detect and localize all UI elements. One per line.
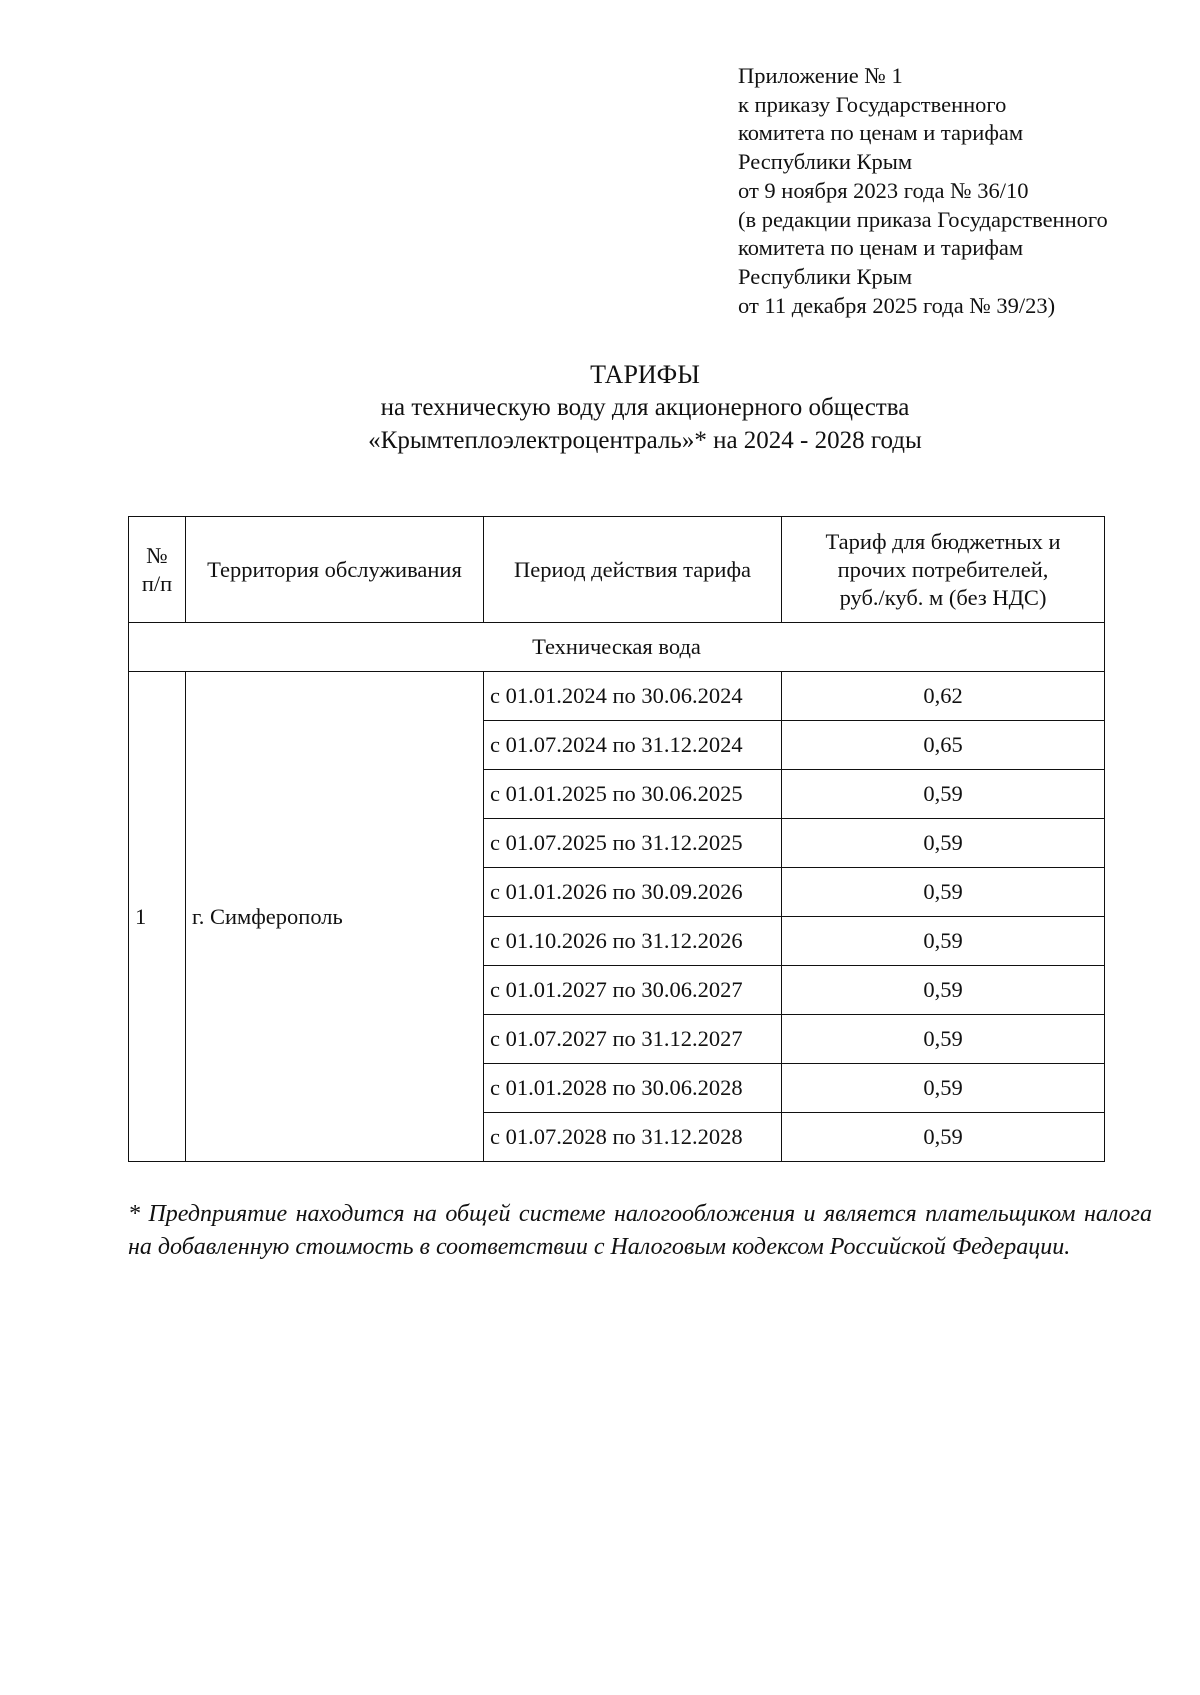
- tax-footnote: * Предприятие находится на общей системе налогообложения и является плательщиком налога на добавленную стоимость в соответствии с Налоговым кодексом Российской Федерации.: [128, 1201, 1152, 1260]
- period-cell: с 01.07.2025 по 31.12.2025: [484, 819, 782, 868]
- section-label: Техническая вода: [129, 623, 1105, 672]
- appendix-line: от 11 декабря 2025 года № 39/23): [738, 292, 1056, 318]
- header-tariff-line: Тариф для бюджетных и: [825, 528, 1061, 554]
- appendix-line: к приказу Государственного: [738, 91, 1007, 117]
- title-subtitle-line1: на техническую воду для акционерного общества: [380, 394, 910, 421]
- period-cell: с 01.07.2027 по 31.12.2027: [484, 1015, 782, 1064]
- territory-cell: г. Симферополь: [186, 672, 484, 1162]
- period-cell: с 01.07.2028 по 31.12.2028: [484, 1113, 782, 1162]
- document-title: [0, 358, 1200, 457]
- table-row: [129, 672, 1105, 721]
- tariff-cell: 0,59: [782, 868, 1105, 917]
- tariff-cell: 0,59: [782, 1064, 1105, 1113]
- tariff-table: [128, 516, 1105, 1162]
- tariff-cell: 0,65: [782, 721, 1105, 770]
- tariff-cell: 0,59: [782, 1015, 1105, 1064]
- appendix-line: Республики Крым: [738, 149, 913, 175]
- appendix-line: (в редакции приказа Государственного: [738, 206, 1108, 232]
- row-number: 1: [129, 672, 186, 1162]
- header-period: Период действия тарифа: [484, 517, 782, 623]
- appendix-line: комитета по ценам и тарифам: [738, 120, 1024, 146]
- appendix-line: Республики Крым: [738, 263, 913, 289]
- period-cell: с 01.01.2026 по 30.09.2026: [484, 868, 782, 917]
- appendix-line: Приложение № 1: [738, 63, 903, 88]
- header-number-line: №: [146, 542, 168, 568]
- header-tariff-line: прочих потребителей,: [837, 556, 1049, 582]
- header-tariff-line: руб./куб. м (без НДС): [839, 584, 1047, 610]
- table-header-row: [129, 517, 1105, 623]
- appendix-reference: [738, 62, 1168, 320]
- header-number: [129, 517, 186, 623]
- period-cell: с 01.10.2026 по 31.12.2026: [484, 917, 782, 966]
- period-cell: с 01.07.2024 по 31.12.2024: [484, 721, 782, 770]
- tariff-cell: 0,59: [782, 819, 1105, 868]
- appendix-line: от 9 ноября 2023 года № 36/10: [738, 177, 1029, 203]
- title-heading: ТАРИФЫ: [590, 360, 700, 389]
- title-subtitle-line2: «Крымтеплоэлектроцентраль»* на 2024 - 2028 годы: [368, 427, 922, 454]
- section-row: [129, 623, 1105, 672]
- period-cell: с 01.01.2028 по 30.06.2028: [484, 1064, 782, 1113]
- period-cell: с 01.01.2024 по 30.06.2024: [484, 672, 782, 721]
- tariff-cell: 0,59: [782, 917, 1105, 966]
- tariff-cell: 0,62: [782, 672, 1105, 721]
- header-number-line: п/п: [141, 570, 173, 596]
- period-cell: с 01.01.2025 по 30.06.2025: [484, 770, 782, 819]
- appendix-line: комитета по ценам и тарифам: [738, 235, 1024, 261]
- period-cell: с 01.01.2027 по 30.06.2027: [484, 966, 782, 1015]
- header-tariff: [782, 517, 1105, 623]
- tariff-cell: 0,59: [782, 1113, 1105, 1162]
- tariff-cell: 0,59: [782, 966, 1105, 1015]
- header-territory: Территория обслуживания: [186, 517, 484, 623]
- tariff-cell: 0,59: [782, 770, 1105, 819]
